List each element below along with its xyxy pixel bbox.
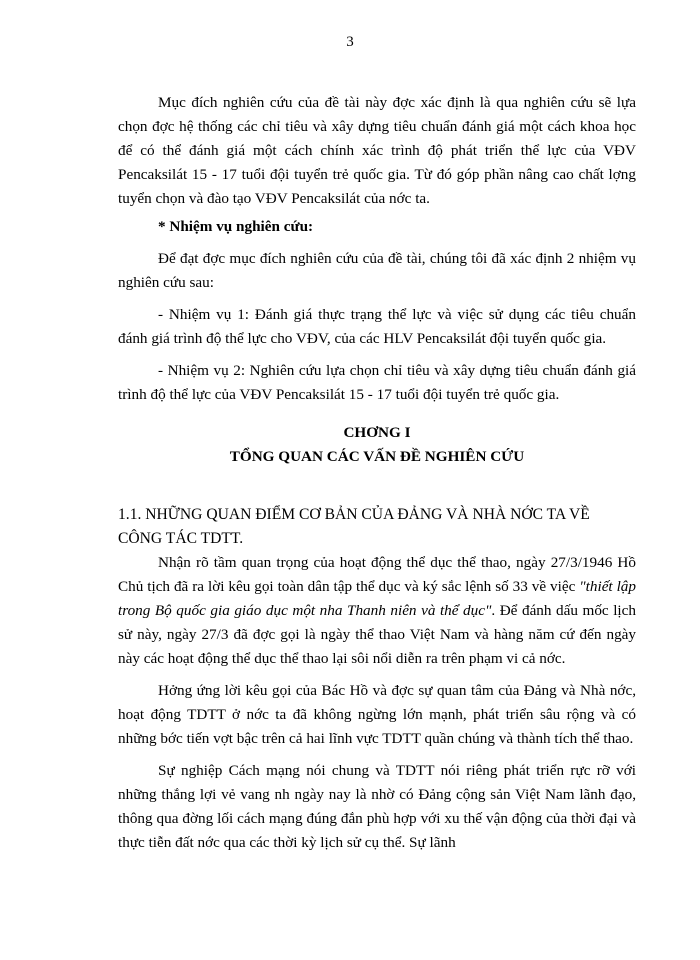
paragraph-task-1: - Nhiệm vụ 1: Đánh giá thực trạng thể lực và việc sử dụng các tiêu chuẩn đánh giá trình độ thể lực cho VĐV, của các HLV Pencaksilát đội tuyển quốc gia.: [118, 306, 636, 347]
page-body: [118, 91, 636, 855]
paragraph-purpose: Mục đích nghiên cứu của đề tài này đợc xác định là qua nghiên cứu sẽ lựa chọn đợc hệ thống các chỉ tiêu và xây dựng tiêu chuẩn đánh giá một cách khoa học để có thể đánh giá một cách chính xác trình độ phát triển thể lực của VĐV Pencaksilát 15 - 17 tuổi đội tuyển trẻ quốc gia. Từ đó góp phần nâng cao chất lợng tuyển chọn và đào tạo VĐV Pencaksilát của nớc ta.: [118, 94, 636, 207]
section-paragraph-1-start: Nhận rõ tầm quan trọng của hoạt động thể dục thể thao, ngày 27/3/1946 Hồ Chủ tịch đã ra lời kêu gọi toàn dân tập thể dục và ký sắc lệnh số 33 về việc: [118, 554, 636, 595]
section-paragraph-3: Sự nghiệp Cách mạng nói chung và TDTT nói riêng phát triển rực rỡ với những thắng lợi vẻ vang nh ngày nay là nhờ có Đảng cộng sản Việt Nam lãnh đạo, thông qua đờng lối cách mạng đúng đắn phù hợp với xu thế vận động của thời đại và thực tiễn đất nớc qua các thời kỳ lịch sử cụ thể. Sự lãnh: [118, 762, 636, 851]
tasks-heading: * Nhiệm vụ nghiên cứu:: [158, 218, 314, 235]
section-heading: 1.1. NHỮNG QUAN ĐIỂM CƠ BẢN CỦA ĐẢNG VÀ NHÀ NỚC TA VỀ CÔNG TÁC TDTT.: [118, 506, 590, 547]
section-paragraph-2: Hởng ứng lời kêu gọi của Bác Hồ và đợc sự quan tâm của Đảng và Nhà nớc, hoạt động TDTT ở nớc ta đã không ngừng lớn mạnh, phát triển sâu rộng và có những bớc tiến vợt bậc trên cả hai lĩnh vực TDTT quần chúng và thành tích thể thao.: [118, 682, 636, 747]
page-number: 3: [346, 34, 354, 50]
chapter-label: CHƠNG I: [343, 424, 411, 441]
chapter-title: TỔNG QUAN CÁC VẤN ĐỀ NGHIÊN CỨU: [229, 448, 525, 465]
section-paragraph-1: [118, 551, 636, 671]
section-paragraph-1-quote: "thiết lập trong Bộ quốc gia giáo dục một nha Thanh niên và thể dục": [118, 578, 636, 619]
paragraph-tasks-intro: Để đạt đợc mục đích nghiên cứu của đề tài, chúng tôi đã xác định 2 nhiệm vụ nghiên cứu sau:: [118, 250, 636, 291]
section-paragraph-1-end: . Để đánh dấu mốc lịch sử này, ngày 27/3 đã đợc gọi là ngày thể thao Việt Nam và hàng năm cứ đến ngày này các hoạt động thể dục thể thao lại sôi nổi diễn ra trên phạm vi cả nớc.: [118, 602, 636, 667]
paragraph-task-2: - Nhiệm vụ 2: Nghiên cứu lựa chọn chỉ tiêu và xây dựng tiêu chuẩn đánh giá trình độ thể lực của VĐV Pencaksilát 15 - 17 tuổi đội tuyển trẻ quốc gia.: [118, 362, 636, 403]
